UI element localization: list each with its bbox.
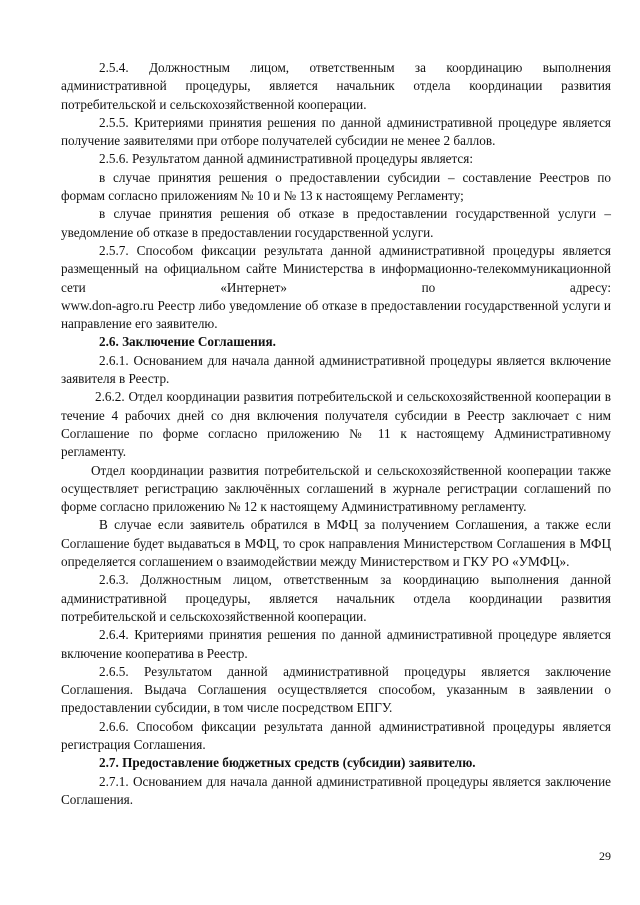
- page-number: 29: [599, 849, 611, 863]
- paragraph-2-6-1: 2.6.1. Основанием для начала данной административной процедуры является включение заявителя в Реестр.: [61, 352, 611, 387]
- paragraph-2-6-3: 2.6.3. Должностным лицом, ответственным за координацию выполнения данной административной процедуры, является начальник отдела координации развития потребительской и сельскохозяйственной кооперации.: [61, 572, 611, 624]
- paragraph-2-6-6: 2.6.6. Способом фиксации результата данной административной процедуры является регистрация Соглашения.: [61, 718, 611, 752]
- paragraph-2-5-5: 2.5.5. Критериями принятия решения по данной административной процедуре является получение заявителями при отборе получателей субсидии не менее 2 баллов.: [61, 114, 611, 149]
- paragraph-2-5-7-continued: www.don-agro.ru Реестр либо уведомление об отказе в предоставлении государственной услуги и направление его заявителю.: [61, 297, 611, 332]
- document-body: [61, 59, 611, 809]
- paragraph-result-approval: в случае принятия решения о предоставлении субсидии – составление Реестров по формам согласно приложениям № 10 и № 13 к настоящему Регламенту;: [61, 169, 611, 204]
- paragraph-2-5-6: 2.5.6. Результатом данной административной процедуры является:: [99, 151, 473, 167]
- section-heading-2-7: 2.7. Предоставление бюджетных средств (субсидии) заявителю.: [99, 755, 476, 771]
- paragraph-journal-registration: Отдел координации развития потребительской и сельскохозяйственной кооперации также осуществляет регистрацию заключённых соглашений в журнале регистрации соглашений по форме согласно приложению № 12 к настоящему Административному регламенту.: [61, 462, 611, 515]
- paragraph-2-5-7: 2.5.7. Способом фиксации результата данной административной процедуры является размещенный на официальном сайте Министерства в информационно-телекоммуникационной сети «Интернет» по адресу:: [61, 242, 611, 295]
- paragraph-2-6-2: 2.6.2. Отдел координации развития потребительской и сельскохозяйственной кооперации в течение 4 рабочих дней со дня включения получателя субсидии в Реестр заключает с ним Соглашение по форме согласно приложению № 11 к настоящему Административному регламенту.: [61, 389, 611, 460]
- paragraph-mfc: В случае если заявитель обратился в МФЦ за получением Соглашения, а также если Соглашение будет выдаваться в МФЦ, то срок направления Министерством Соглашения в МФЦ определяется соглашением о взаимодействии между Министерством и ГКУ РО «УМФЦ».: [61, 517, 611, 570]
- paragraph-2-6-5: 2.6.5. Результатом данной административной процедуры является заключение Соглашения. Выдача Соглашения осуществляется способом, указанным в заявлении о предоставлении субсидии, в том числе посредством ЕПГУ.: [61, 663, 611, 716]
- paragraph-result-refusal: в случае принятия решения об отказе в предоставлении государственной услуги – уведомление об отказе в предоставлении государственной услуги.: [61, 206, 611, 240]
- paragraph-2-6-4: 2.6.4. Критериями принятия решения по данной административной процедуре является включение кооператива в Реестр.: [61, 627, 611, 661]
- section-heading-2-6: 2.6. Заключение Соглашения.: [99, 334, 276, 350]
- paragraph-2-5-4: 2.5.4. Должностным лицом, ответственным за координацию выполнения административной процедуры, является начальник отдела координации развития потребительской и сельскохозяйственной кооперации.: [61, 60, 611, 112]
- paragraph-2-7-1: 2.7.1. Основанием для начала данной административной процедуры является заключение Соглашения.: [61, 773, 611, 807]
